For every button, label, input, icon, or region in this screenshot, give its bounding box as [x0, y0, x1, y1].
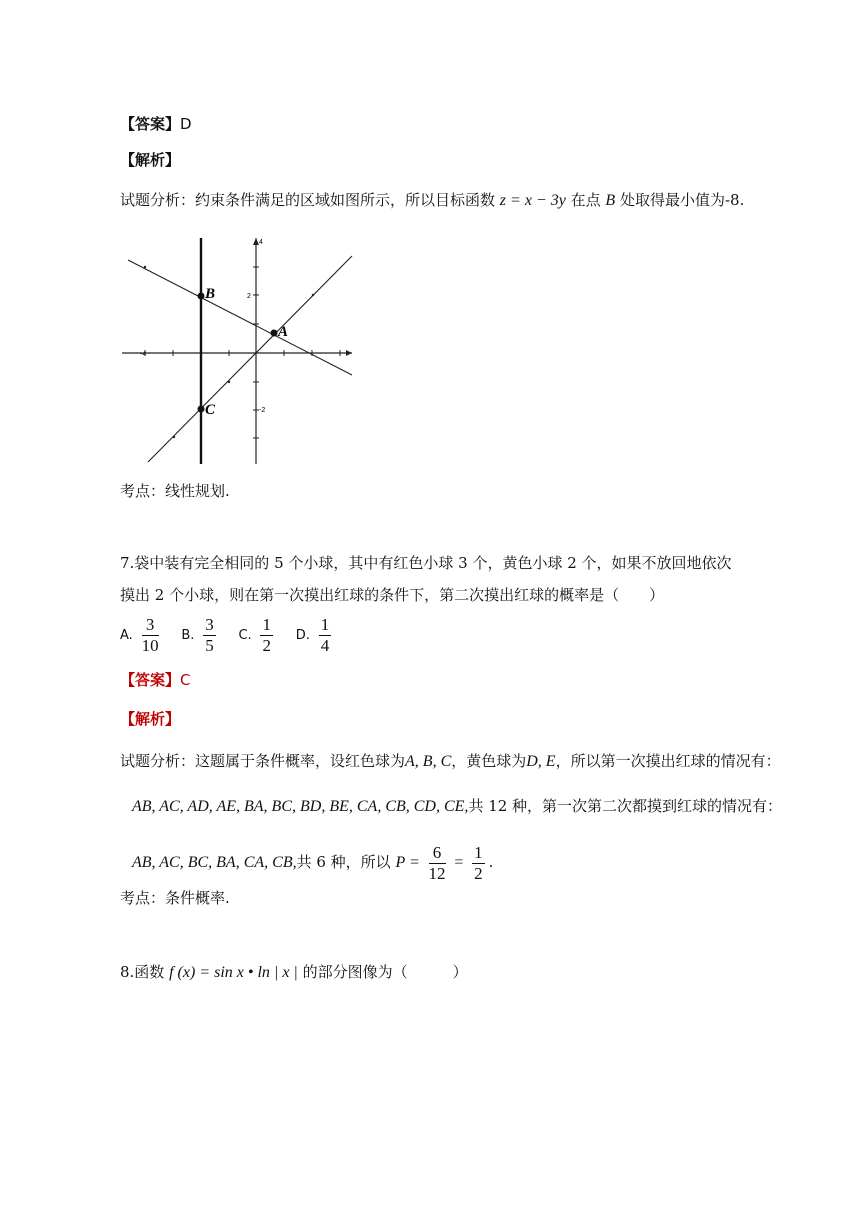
q7-topic: [120, 888, 230, 908]
answer-label: 【答案】: [120, 671, 181, 689]
topic-value: 线性规划.: [165, 482, 230, 500]
feasible-region-graph: [120, 232, 360, 468]
cases-all: AB, AC, AD, AE, BA, BC, BD, BE, CA, CB, CD, CE,: [132, 798, 469, 815]
cases-red: AB, AC, BC, BA, CA, CB,: [132, 854, 297, 871]
period: .: [488, 853, 494, 871]
q7-analysis-line-2: [132, 796, 782, 817]
label-c: C: [205, 402, 216, 418]
cases-all-count: 共 12 种，第一次第二次都摸到红球的情况有：: [468, 797, 783, 815]
analysis-text: 试题分析：这题属于条件概率，设红色球为: [120, 752, 406, 770]
analysis-text: ，黄色球为: [451, 752, 527, 770]
point-c: [198, 406, 205, 413]
option-c: C. $\frac{1}{2}$: [238, 614, 271, 655]
equals-sign: =: [454, 854, 464, 871]
option-b: B. $\frac{3}{5}$: [181, 614, 214, 655]
y-tick-label-4: 4: [259, 239, 263, 246]
y-tick-label-2: 2: [247, 293, 251, 300]
q7-analysis-line-3: [132, 840, 493, 884]
q7-options: [120, 612, 349, 656]
q8-suffix: 的部分图像为（ ）: [302, 963, 468, 981]
q6-analysis-label: 【解析】: [120, 151, 181, 169]
point-a: [271, 330, 278, 337]
q8-formula: f (x) = sin x • ln | x |: [169, 964, 298, 981]
answer-label: 【答案】: [120, 115, 181, 133]
q6-topic: [120, 481, 230, 501]
objective-formula: z = x − 3y: [499, 192, 566, 209]
q8-question: [120, 962, 468, 983]
yellow-balls: D, E: [526, 753, 556, 770]
option-a: A. $\frac{3}{10}$: [120, 614, 159, 655]
option-d: D. $\frac{1}{4}$: [295, 614, 330, 655]
x-axis-arrow: [346, 350, 352, 356]
cases-red-count: 共 6 种，所以: [296, 853, 391, 871]
y-tick-label-neg2: -2: [259, 407, 266, 414]
point-b: [198, 293, 205, 300]
q7-question-line-1: 7.袋中装有完全相同的 5 个小球，其中有红色小球 3 个，黄色小球 2 个，如果不放回地依次: [120, 554, 732, 572]
p-symbol: P =: [395, 854, 420, 871]
q7-analysis-line-1: [120, 751, 781, 772]
q7-question-line-2: 摸出 2 个小球，则在第一次摸出红球的条件下，第二次摸出红球的概率是（ ）: [120, 586, 665, 604]
fraction-1-2: $\frac{1}{2}$: [474, 842, 483, 883]
q7-answer: [120, 670, 191, 690]
q6-answer: [120, 114, 192, 134]
answer-value: C: [180, 671, 191, 689]
topic-label: 考点：: [120, 482, 166, 500]
label-b: B: [205, 286, 216, 302]
analysis-text: 处取得最小值为-8.: [619, 191, 745, 209]
label-a: A: [278, 324, 289, 340]
analysis-text: 试题分析：约束条件满足的区域如图所示，所以目标函数: [120, 191, 496, 209]
point-b-ref: B: [605, 192, 616, 209]
fraction-6-12: $\frac{6}{12}$: [428, 842, 446, 883]
constraint-line-descending: [128, 260, 352, 375]
answer-value: D: [180, 115, 192, 133]
topic-label: 考点：: [120, 889, 166, 907]
topic-value: 条件概率.: [165, 889, 230, 907]
analysis-text: 在点: [570, 191, 601, 209]
q7-analysis-label: 【解析】: [120, 710, 181, 728]
analysis-text: ，所以第一次摸出红球的情况有：: [555, 752, 781, 770]
red-balls: A, B, C: [405, 753, 452, 770]
q6-analysis-text: [120, 190, 744, 211]
q8-prefix: 8.函数: [120, 963, 165, 981]
x-tick-label-neg4: -4: [140, 351, 147, 358]
